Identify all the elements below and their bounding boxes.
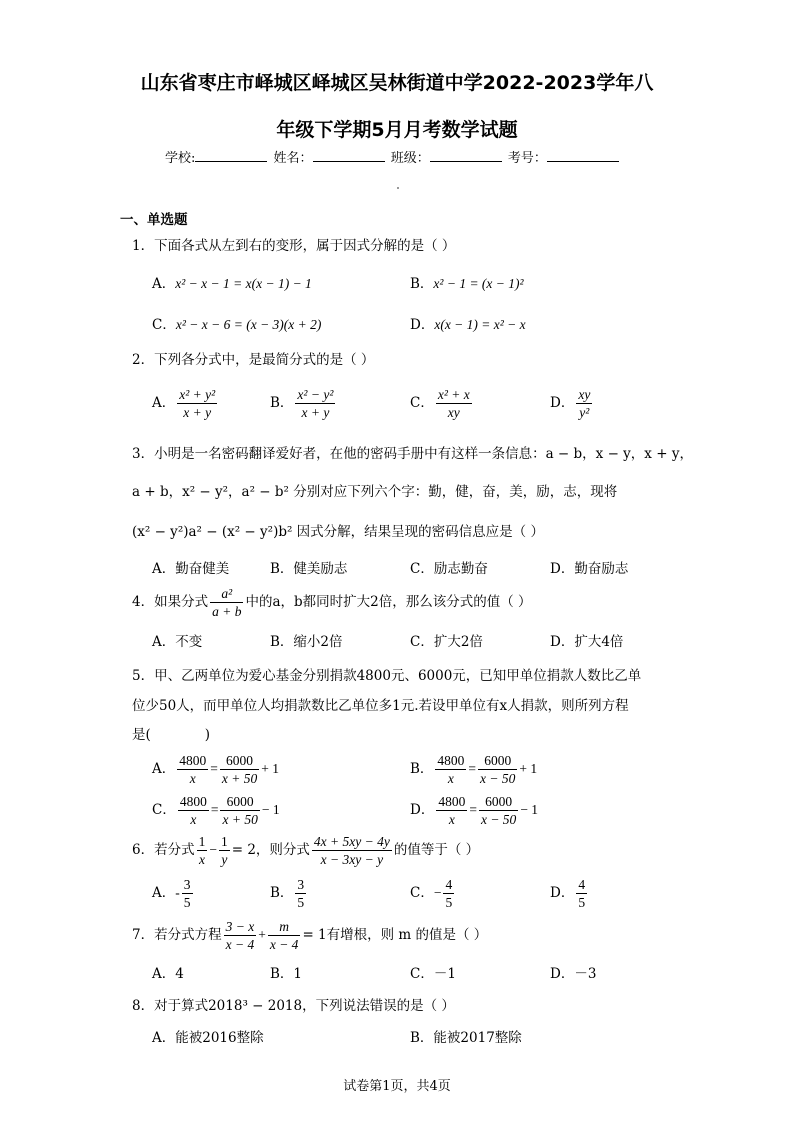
question-1-option-d: D．x(x − 1) = x² − x bbox=[410, 317, 526, 333]
question-4-option-d: D．扩大4倍 bbox=[550, 634, 624, 650]
question-5-line-3: 是( ) bbox=[132, 727, 211, 743]
question-1-option-c: C．x² − x − 6 = (x − 3)(x + 2) bbox=[152, 317, 322, 333]
question-6-option-b: B． $\frac{3}{5}$ bbox=[270, 877, 305, 910]
fraction: $\frac{\text{x² − y²}}{x + y}$ bbox=[297, 387, 334, 420]
question-6-stem: 6．若分式 $\frac{1}{x}$ − $\frac{1}{y}$ = 2，则分式 $\frac{4x + 5xy - 4y}{x - 3xy - y}$ 的值等于（ ） bbox=[132, 834, 480, 867]
question-6-option-a: A．- $\frac{3}{5}$ bbox=[152, 877, 191, 910]
question-3-option-a: A．勤奋健美 bbox=[152, 561, 230, 577]
question-7-option-c: C．－1 bbox=[410, 966, 456, 982]
question-7-stem: 7．若分式方程 $\frac{3 - x}{x - 4}$ + $\frac{m}{x - 4}$ = 1有增根，则 m 的值是（ ） bbox=[132, 919, 488, 952]
name-blank[interactable] bbox=[313, 149, 385, 162]
question-5-option-a: A． $\frac{4800}{x}$ = $\frac{6000}{x + 50}$ + 1 bbox=[152, 753, 279, 786]
question-1-stem: 1．下面各式从左到右的变形，属于因式分解的是（ ） bbox=[132, 238, 456, 254]
question-2-option-a: A． $\frac{\text{x² + y²}}{x + y}$ bbox=[152, 387, 216, 420]
question-4-option-b: B．缩小2倍 bbox=[270, 634, 343, 650]
question-2-option-c: C． $\frac{\text{x² + x}}{xy}$ bbox=[410, 387, 470, 420]
fraction: $\frac{\text{x² + y²}}{x + y}$ bbox=[179, 387, 216, 420]
question-8-option-a: A．能被2016整除 bbox=[152, 1030, 264, 1046]
class-label: 班级： bbox=[390, 151, 430, 166]
fraction: $\frac{xy}{\text{y²}}$ bbox=[578, 387, 591, 420]
school-label: 学校: bbox=[165, 151, 196, 166]
question-2-stem: 2．下列各分式中，是最简分式的是（ ） bbox=[132, 352, 375, 368]
question-3-line-3: (x² − y²)a² − (x² − y²)b² 因式分解，结果呈现的密码信息应是（ ） bbox=[132, 524, 544, 540]
class-blank[interactable] bbox=[430, 149, 502, 162]
question-2-option-d: D． $\frac{xy}{\text{y²}}$ bbox=[550, 387, 591, 420]
question-4-option-c: C．扩大2倍 bbox=[410, 634, 483, 650]
fraction: $\frac{\text{a²}}{a + b}$ bbox=[212, 586, 242, 619]
student-info-row bbox=[165, 147, 621, 166]
exam-title-line-2: 年级下学期5月月考数学试题 bbox=[276, 119, 518, 141]
question-5-line-2: 位少50人，而甲单位人均捐款数比乙单位多1元.若设甲单位有x人捐款，则所列方程 bbox=[132, 698, 629, 714]
school-blank[interactable] bbox=[195, 149, 267, 162]
question-3-option-d: D．勤奋励志 bbox=[550, 561, 629, 577]
question-7-option-b: B．1 bbox=[270, 966, 303, 982]
question-2-option-b: B． $\frac{\text{x² − y²}}{x + y}$ bbox=[270, 387, 334, 420]
question-7-option-a: A．4 bbox=[152, 966, 184, 982]
question-3-option-c: C．励志勤奋 bbox=[410, 561, 488, 577]
question-6-option-c: C．− $\frac{4}{5}$ bbox=[410, 877, 453, 910]
number-label: 考号： bbox=[507, 151, 547, 166]
question-3-line-2: a + b，x² − y²，a² − b² 分别对应下列六个字：勤，健，奋，美，励，志，现将 bbox=[132, 484, 618, 500]
page-footer: 试卷第1页，共4页 bbox=[343, 1079, 451, 1094]
question-8-stem: 8．对于算式2018³ − 2018，下列说法错误的是（ ） bbox=[132, 998, 455, 1014]
question-6-option-d: D． $\frac{4}{5}$ bbox=[550, 877, 586, 910]
section-heading: 一、单选题 bbox=[120, 212, 188, 228]
decorative-dot bbox=[397, 187, 399, 189]
question-4-stem: 4．如果分式 $\frac{\text{a²}}{a + b}$ 中的a，b都同时扩大2倍，那么该分式的值（ ） bbox=[132, 586, 532, 619]
question-3-line-1: 3．小明是一名密码翻译爱好者，在他的密码手册中有这样一条信息：a − b，x − y，x + y， bbox=[132, 446, 693, 462]
question-8-option-b: B．能被2017整除 bbox=[410, 1030, 522, 1046]
exam-title-line-1: 山东省枣庄市峄城区峄城区吴林街道中学2022-2023学年八 bbox=[140, 72, 654, 94]
question-4-option-a: A．不变 bbox=[152, 634, 203, 650]
question-5-line-1: 5．甲、乙两单位为爱心基金分别捐款4800元、6000元，已知甲单位捐款人数比乙单 bbox=[132, 668, 642, 684]
fraction: $\frac{\text{x² + x}}{xy}$ bbox=[437, 387, 470, 420]
question-3-option-b: B．健美励志 bbox=[270, 561, 348, 577]
number-blank[interactable] bbox=[547, 149, 619, 162]
question-7-option-d: D．－3 bbox=[550, 966, 597, 982]
question-1-option-a: A．x² − x − 1 = x(x − 1) − 1 bbox=[152, 276, 312, 292]
question-5-option-b: B． $\frac{4800}{x}$ = $\frac{6000}{x - 50}$ + 1 bbox=[410, 753, 538, 786]
question-1-option-b: B．x² − 1 = (x − 1)² bbox=[410, 276, 524, 292]
name-label: 姓名： bbox=[273, 151, 313, 166]
question-5-option-d: D． $\frac{4800}{x}$ = $\frac{6000}{x - 50}$ − 1 bbox=[410, 794, 539, 827]
question-5-option-c: C． $\frac{4800}{x}$ = $\frac{6000}{x + 50}$ − 1 bbox=[152, 794, 280, 827]
